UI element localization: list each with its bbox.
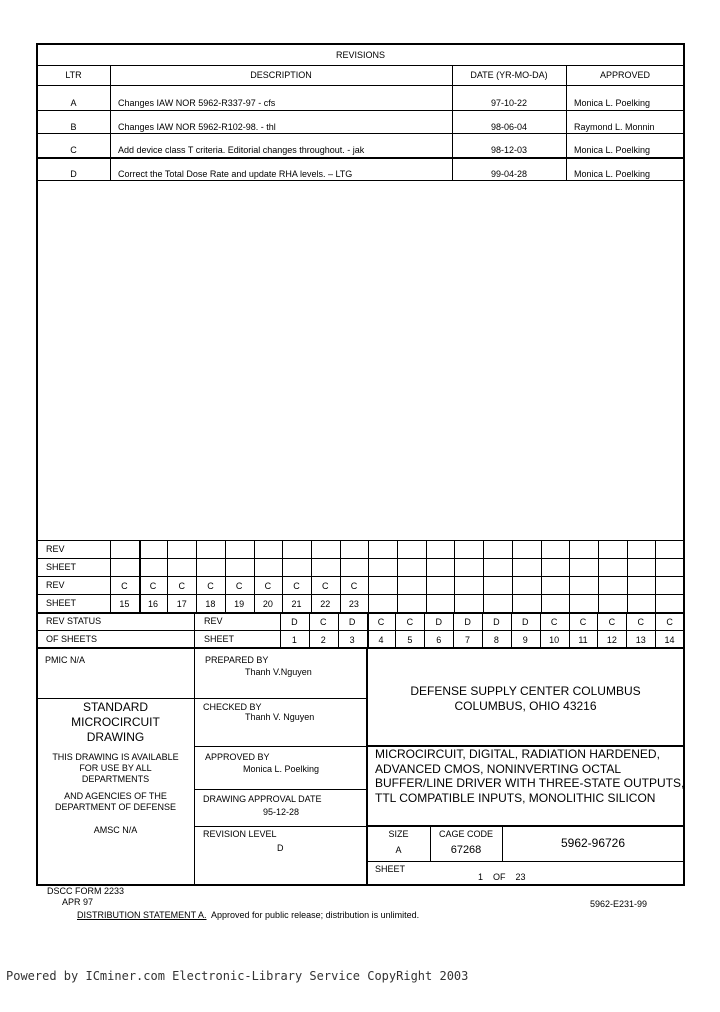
status-sheet-number: 10 — [549, 635, 560, 645]
status-sheet-number: 12 — [606, 635, 617, 645]
approval-date: 95-12-28 — [263, 807, 300, 817]
status-rev-label: REV — [204, 616, 223, 626]
status-rev-letter: C — [550, 617, 558, 627]
status-sheet-number: 1 — [291, 635, 297, 645]
part-title-line-2: ADVANCED CMOS, NONINVERTING OCTAL — [375, 762, 622, 776]
status-sheet-number: 11 — [578, 635, 588, 645]
revision-level-label: REVISION LEVEL — [203, 829, 277, 839]
size: A — [395, 845, 402, 855]
revision-approved: Monica L. Poelking — [574, 98, 651, 108]
status-rev-letter: C — [377, 617, 385, 627]
watermark: Powered by ICminer.com Electronic-Library Service CopyRight 2003 — [6, 969, 469, 983]
prepared-by: Thanh V.Nguyen — [245, 667, 312, 677]
standard-line-3: DRAWING — [86, 730, 145, 744]
rev-letter: C — [235, 581, 243, 591]
sheet-number: 18 — [205, 599, 216, 609]
agency-address: COLUMBUS, OHIO 43216 — [454, 699, 597, 713]
pmic: PMIC N/A — [45, 655, 86, 665]
header-approved: APPROVED — [599, 70, 650, 80]
sheet-number: 21 — [291, 599, 302, 609]
revision-ltr: D — [70, 169, 77, 179]
revision-date: 99-04-28 — [490, 169, 528, 179]
revision-approved: Monica L. Poelking — [574, 169, 651, 179]
status-rev-letter: C — [637, 617, 644, 627]
status-rev-letter: C — [666, 617, 673, 627]
revision-level: D — [277, 843, 284, 853]
part-title-line-4: TTL COMPATIBLE INPUTS, MONOLITHIC SILICON — [375, 791, 656, 805]
rev-letter: C — [350, 581, 358, 591]
sheet-of: 1 OF 23 — [478, 872, 526, 882]
status-rev-letter: C — [406, 617, 414, 627]
checked-by-label: CHECKED BY — [203, 702, 262, 712]
sheet-label: SHEET — [46, 562, 77, 572]
status-sheet-number: 4 — [378, 635, 384, 645]
status-sheet-number: 9 — [522, 635, 528, 645]
sheet-number: 15 — [119, 599, 130, 609]
sheet-number: 22 — [320, 599, 331, 609]
rev-label: REV — [46, 544, 65, 554]
status-sheet-number: 14 — [664, 635, 675, 645]
status-rev-letter: D — [493, 617, 500, 627]
sheet-number: 19 — [234, 599, 245, 609]
rev-status-label: REV STATUS — [46, 616, 102, 626]
revision-description: Changes IAW NOR 5962-R102-98. - thl — [118, 122, 276, 132]
rev-letter: C — [264, 581, 272, 591]
sheet-number: 17 — [176, 599, 187, 609]
agencies-line-1: AND AGENCIES OF THE — [64, 791, 167, 801]
distribution-label: DISTRIBUTION STATEMENT A. — [77, 910, 207, 920]
status-rev-letter: D — [435, 617, 442, 627]
header-ltr: LTR — [65, 70, 82, 80]
prepared-by-label: PREPARED BY — [205, 655, 269, 665]
approval-date-label: DRAWING APPROVAL DATE — [203, 794, 322, 804]
revision-description: Add device class T criteria. Editorial changes throughout. - jak — [118, 145, 365, 155]
revision-approved: Raymond L. Monnin — [574, 122, 655, 132]
availability-line-3: DEPARTMENTS — [81, 774, 150, 784]
drawing-number: 5962-96726 — [560, 836, 626, 850]
rev-letter: C — [293, 581, 300, 591]
revision-ltr: A — [70, 98, 77, 108]
status-sheet-number: 8 — [493, 635, 499, 645]
availability-line-1: THIS DRAWING IS AVAILABLE — [52, 752, 179, 762]
distribution-statement — [77, 910, 419, 921]
status-rev-letter: D — [522, 617, 529, 627]
sheet-number: 16 — [148, 599, 159, 609]
checked-by: Thanh V. Nguyen — [245, 712, 315, 722]
revision-description: Changes IAW NOR 5962-R337-97 - cfs — [118, 98, 276, 108]
rev-letter: C — [178, 581, 185, 591]
rev-label: REV — [46, 580, 65, 590]
sheet-label: SHEET — [46, 598, 77, 608]
rev-letter: C — [121, 581, 128, 591]
part-title-line-1: MICROCIRCUIT, DIGITAL, RADIATION HARDENED, — [375, 747, 660, 761]
agencies-line-2: DEPARTMENT OF DEFENSE — [54, 802, 177, 812]
revision-date: 98-06-04 — [490, 122, 528, 132]
availability-line-2: FOR USE BY ALL — [79, 763, 152, 773]
cage-code: 67268 — [450, 844, 482, 856]
part-title-line-3: BUFFER/LINE DRIVER WITH THREE-STATE OUTPUTS, — [375, 776, 685, 790]
sheet-label: SHEET — [375, 864, 406, 874]
header-date: DATE (YR-MO-DA) — [470, 70, 548, 80]
distribution-text: Approved for public release; distribution is unlimited. — [206, 910, 420, 920]
document-number: 5962-E231-99 — [590, 899, 648, 909]
revision-approved: Monica L. Poelking — [574, 145, 651, 155]
revision-description: Correct the Total Dose Rate and update RHA levels. – LTG — [118, 169, 353, 179]
approved-by: Monica L. Poelking — [243, 764, 320, 774]
rev-letter: C — [321, 581, 329, 591]
sheet-number: 20 — [262, 599, 273, 609]
form-number: DSCC FORM 2233 — [47, 886, 125, 896]
sheet-number: 23 — [348, 599, 359, 609]
header-description: DESCRIPTION — [250, 70, 312, 80]
standard-line-2: MICROCIRCUIT — [71, 715, 160, 729]
amsc: AMSC N/A — [93, 825, 138, 835]
status-sheet-number: 3 — [349, 635, 355, 645]
approved-by-label: APPROVED BY — [205, 752, 270, 762]
revision-ltr: B — [70, 122, 77, 132]
agency-name: DEFENSE SUPPLY CENTER COLUMBUS — [410, 684, 641, 698]
form-date: APR 97 — [62, 897, 94, 907]
status-rev-letter: C — [579, 617, 587, 627]
status-sheet-label: SHEET — [204, 634, 235, 644]
status-rev-letter: C — [320, 617, 327, 627]
status-sheet-number: 7 — [465, 635, 471, 645]
rev-letter: C — [207, 581, 214, 591]
status-rev-letter: D — [291, 617, 298, 627]
status-sheet-number: 13 — [635, 635, 646, 645]
size-label: SIZE — [388, 829, 409, 839]
status-rev-letter: D — [348, 617, 356, 627]
revision-date: 97-10-22 — [490, 98, 528, 108]
rev-letter: C — [149, 581, 157, 591]
status-sheet-number: 2 — [320, 635, 326, 645]
status-sheet-number: 6 — [436, 635, 442, 645]
status-sheet-number: 5 — [407, 635, 413, 645]
revision-ltr: C — [70, 145, 77, 155]
revisions-title: REVISIONS — [335, 50, 385, 60]
cage-code-label: CAGE CODE — [438, 829, 493, 839]
standard-line-1: STANDARD — [82, 700, 149, 714]
of-sheets-label: OF SHEETS — [46, 634, 98, 644]
status-rev-letter: D — [464, 617, 471, 627]
status-rev-letter: C — [608, 617, 616, 627]
revision-date: 98-12-03 — [490, 145, 528, 155]
